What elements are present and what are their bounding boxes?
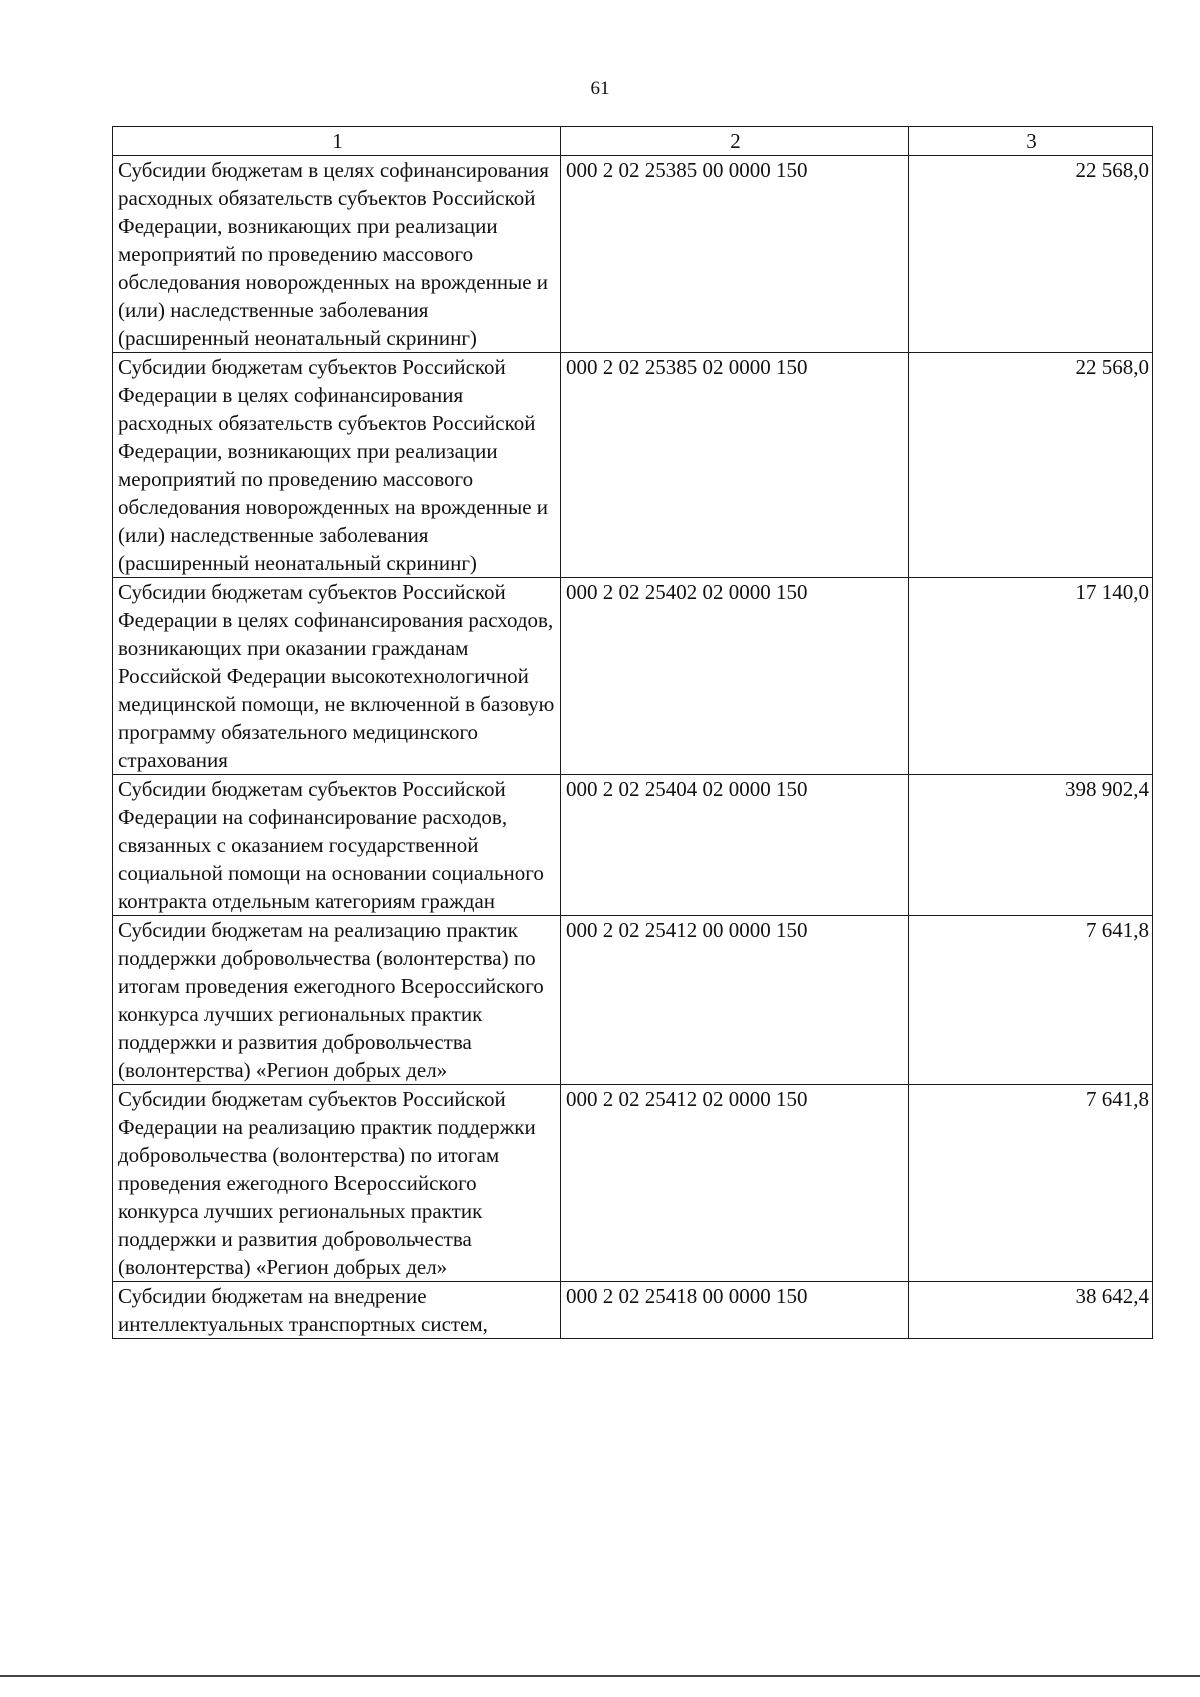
footer-divider: [0, 1675, 1200, 1677]
row-name-cell: Субсидии бюджетам в целях софинансирования расходных обязательств субъектов Российской Федерации, возникающих при реализации мероприятий по проведению массового обследования новорожденных на врожденные и (или) наследственные заболевания (расширенный неонатальный скрининг): [113, 156, 561, 353]
header-row: [113, 127, 1153, 156]
column-header-2: 2: [561, 127, 909, 156]
row-code-cell: 000 2 02 25412 02 0000 150: [561, 1085, 909, 1282]
table-row: [113, 916, 1153, 1085]
row-name-cell: Субсидии бюджетам на реализацию практик поддержки добровольчества (волонтерства) по итогам проведения ежегодного Всероссийского конкурса лучших региональных практик поддержки и развития добровольчества (волонтерства) «Регион добрых дел»: [113, 916, 561, 1085]
column-header-1: 1: [113, 127, 561, 156]
table-header: [113, 127, 1153, 156]
table-body: [113, 156, 1153, 1339]
row-amount-cell: 7 641,8: [909, 916, 1153, 1085]
row-code-cell: 000 2 02 25385 02 0000 150: [561, 353, 909, 578]
budget-table: [112, 126, 1153, 1339]
row-code-cell: 000 2 02 25418 00 0000 150: [561, 1282, 909, 1339]
table-row: [113, 1282, 1153, 1339]
row-name-cell: Субсидии бюджетам субъектов Российской Федерации в целях софинансирования расходов, возникающих при оказании гражданам Российской Федерации высокотехнологичной медицинской помощи, не включенной в базовую программу обязательного медицинского страхования: [113, 578, 561, 775]
row-amount-cell: 22 568,0: [909, 156, 1153, 353]
row-amount-cell: 398 902,4: [909, 775, 1153, 916]
page-number: 61: [590, 78, 610, 99]
row-name-cell: Субсидии бюджетам на внедрение интеллектуальных транспортных систем,: [113, 1282, 561, 1339]
column-header-3: 3: [909, 127, 1153, 156]
row-code-cell: 000 2 02 25385 00 0000 150: [561, 156, 909, 353]
table-row: [113, 353, 1153, 578]
row-name-cell: Субсидии бюджетам субъектов Российской Федерации в целях софинансирования расходных обязательств субъектов Российской Федерации, возникающих при реализации мероприятий по проведению массового обследования новорожденных на врожденные и (или) наследственные заболевания (расширенный неонатальный скрининг): [113, 353, 561, 578]
row-name-cell: Субсидии бюджетам субъектов Российской Федерации на реализацию практик поддержки добровольчества (волонтерства) по итогам проведения ежегодного Всероссийского конкурса лучших региональных практик поддержки и развития добровольчества (волонтерства) «Регион добрых дел»: [113, 1085, 561, 1282]
row-code-cell: 000 2 02 25412 00 0000 150: [561, 916, 909, 1085]
table-row: [113, 775, 1153, 916]
row-name-cell: Субсидии бюджетам субъектов Российской Федерации на софинансирование расходов, связанных с оказанием государственной социальной помощи на основании социального контракта отдельным категориям граждан: [113, 775, 561, 916]
row-amount-cell: 38 642,4: [909, 1282, 1153, 1339]
table-row: [113, 1085, 1153, 1282]
row-code-cell: 000 2 02 25402 02 0000 150: [561, 578, 909, 775]
table-row: [113, 578, 1153, 775]
row-code-cell: 000 2 02 25404 02 0000 150: [561, 775, 909, 916]
row-amount-cell: 22 568,0: [909, 353, 1153, 578]
table-row: [113, 156, 1153, 353]
row-amount-cell: 17 140,0: [909, 578, 1153, 775]
row-amount-cell: 7 641,8: [909, 1085, 1153, 1282]
